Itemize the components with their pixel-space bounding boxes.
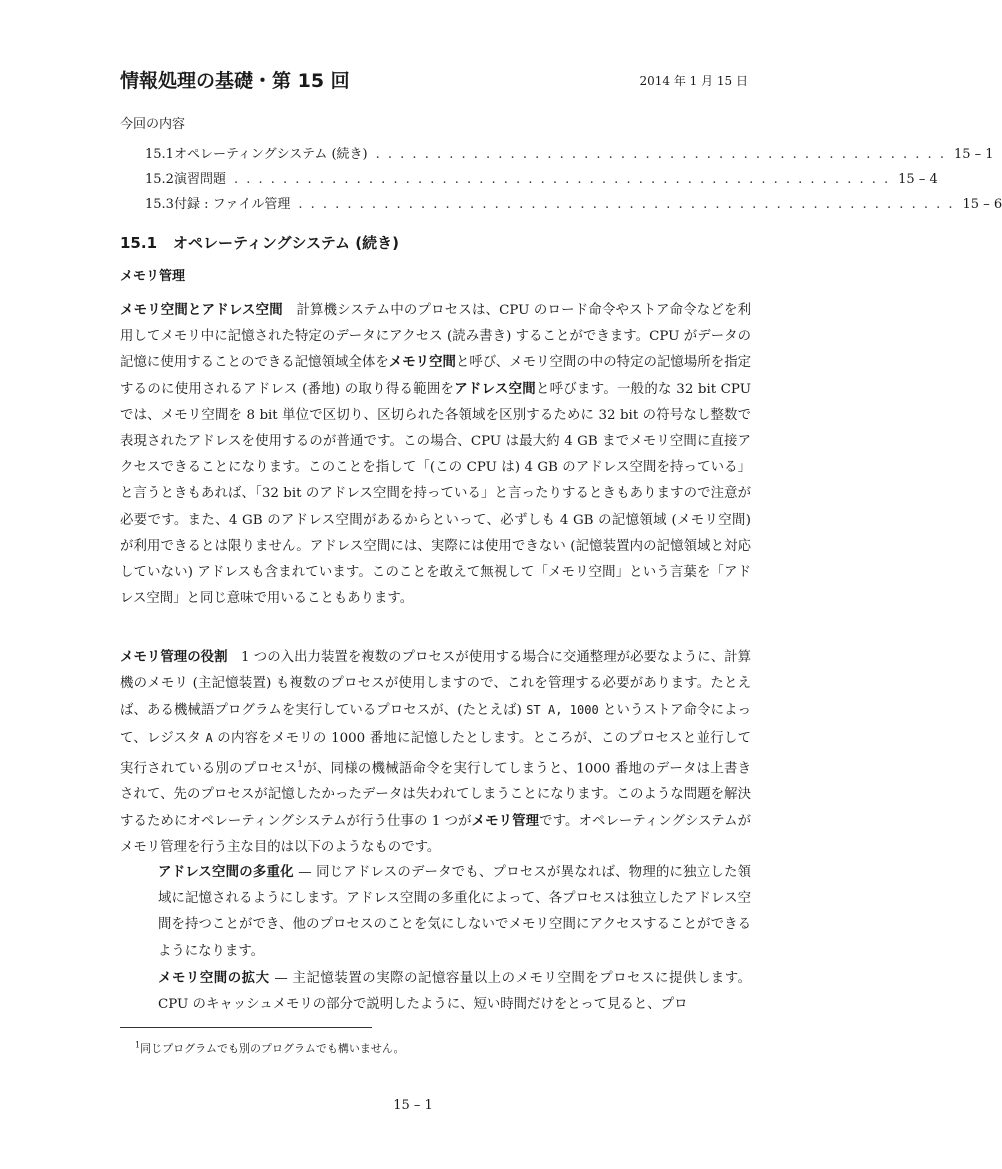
item-text: — 同じアドレスのデータでも、プロセスが異なれば、物理的に独立した領域に記憶されるようにします。アドレス空間の多重化によって、各プロセスは独立したアドレス空間を持つことができ、他のプロセスのことを気にしないでメモリ空間にアクセスすることができるようになります。 [158,865,751,959]
list-item-memory-expansion [158,966,751,1018]
toc-item-page: 15 – 4 [898,172,938,187]
date: 2014 年 1 月 15 日 [639,74,748,88]
paragraph-memory-management-role [120,645,751,861]
item-heading: メモリ空間の拡大 [158,971,270,986]
toc-leader: . . . . . . . . . . . . . . . . . . . . . . . . . . . . . . . . . . . . . . . . . . . . . . . . . . . . . . [233,172,891,187]
toc-leader: . . . . . . . . . . . . . . . . . . . . . . . . . . . . . . . . . . . . . . . . . . . . . . . . . . . . . . [298,197,955,212]
toc-leader: . . . . . . . . . . . . . . . . . . . . . . . . . . . . . . . . . . . . . . . . . . . . . . . [375,147,946,162]
item-text: — 主記憶装置の実際の記憶容量以上のメモリ空間をプロセスに提供します。CPU のキャッシュメモリの部分で説明したように、短い時間だけをとって見ると、プロ [158,971,751,1013]
code-register: A [205,730,213,745]
paragraph-text: が、同様の機械語命令を実行してしまうと、1000 番地のデータは上書きされて、先のプロセスが記憶したかったデータは失われてしまうことになります。このような問題を解決するためにオペレーティングシステムが行う仕事の 1 つが [120,761,751,829]
toc-item-page: 15 – 6 [962,197,1002,212]
footnote-mark: 1 [135,1040,141,1050]
toc-item-number: 15.2 [145,172,174,187]
code-store-instruction: ST A, 1000 [526,703,599,718]
toc-item-page: 15 – 1 [953,147,994,162]
toc-item-number: 15.1 [145,147,174,162]
paragraph-heading: メモリ空間とアドレス空間 [120,303,283,318]
toc-item-title: 演習問題 [173,172,226,187]
section-title: オペレーティングシステム (続き) [173,234,399,252]
list-item-address-multiplexing [158,860,751,965]
paragraph-text: と呼び、メモリ空間の中の特定の記憶場所を指定するのに使用されるアドレス (番地) の取り得る範囲を [120,355,752,397]
paragraph-text: と呼びます。一般的な 32 bit CPU では、メモリ空間を 8 bit 単位で区切り、区切られた各領域を区別するために 32 bit の符号なし整数で表現されたアドレスを使用するのが普通です。この場合、CPU は最大約 4 GB までメモリ空間に直接アクセスできることになります。このことを指して「(この CPU は) 4 GB のアドレス空間を持っている」と言うときもあれば、「32 bit のアドレス空間を持っている」と言ったりするときもありますので注意が必要です。また、4 GB のアドレス空間があるからといって、必ずしも 4 GB の記憶領域 (メモリ空間) が利用できるとは限りません。アドレス空間には、実際には使用できない (記憶装置内の記憶領域と対応していない) アドレスも含まれています。このことを敢えて無視して「メモリ空間」という言葉を「アドレス空間」と同じ意味で用いることもあります。 [120,381,751,607]
paragraph-text: の内容をメモリの 1000 番地に記憶したとします。ところが、このプロセスと並行して実行されている別のプロセス [120,730,751,777]
term-address-space: アドレス空間 [454,381,536,397]
item-heading: アドレス空間の多重化 [158,865,294,880]
footnote [135,1040,405,1056]
toc-heading: 今回の内容 [120,117,186,132]
toc-item[interactable] [145,193,1002,212]
paragraph-text: です。オペレーティングシステムがメモリ管理を行う主な目的は以下のようなものです。 [120,813,752,855]
section-number: 15.1 [120,234,158,252]
paragraph-text: というストア命令によって、レジスタ [120,703,751,746]
footnote-text: 同じプログラムでも別のプログラムでも構いません。 [140,1042,405,1055]
footnote-marker[interactable]: 1 [297,759,304,770]
toc-item-title: 付録 : ファイル管理 [173,197,291,212]
toc-item-number: 15.3 [145,197,174,212]
paragraph-text: 計算機システム中のプロセスは、CPU のロード命令やストア命令などを利用してメモリ中に記憶された特定のデータにアクセス (読み書き) することができます。CPU がデータの記憶に使用することのできる記憶領域全体を [120,303,751,371]
term-memory-space: メモリ空間 [388,355,456,371]
toc-item[interactable] [145,143,994,162]
toc-item-title: オペレーティングシステム (続き) [173,147,368,162]
footnote-rule [120,1027,372,1028]
page-title: 情報処理の基礎・第 15 回 [120,70,350,92]
page-number: 15 – 1 [393,1098,433,1113]
term-memory-management: メモリ管理 [471,813,540,829]
paragraph-memory-address-space [120,298,751,612]
paragraph-text: 1 つの入出力装置を複数のプロセスが使用する場合に交通整理が必要なように、計算機のメモリ (主記憶装置) も複数のプロセスが使用しますので、これを管理する必要があります。たとえば、ある機械語プログラムを実行しているプロセスが、(たとえば) [120,650,751,719]
subsection-heading: メモリ管理 [120,269,186,284]
section-heading [120,232,399,253]
toc-item[interactable] [145,168,938,187]
paragraph-heading: メモリ管理の役割 [120,650,228,665]
